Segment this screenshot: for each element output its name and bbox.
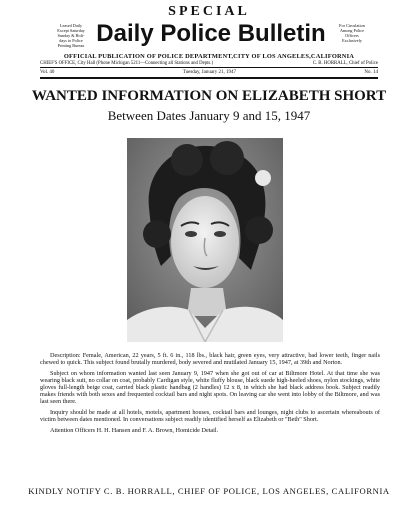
last-seen-paragraph: Subject on whom information wanted last seen January 9, 1947 when she got out of car at Biltmore Hotel. At that time she was wearing black suit, no collar on coat, probably Cardigan style, white fluffy blouse, black suede high-heeled shoes, nylon stockings, white gloves full-length beige coat, carried black plastic handbag (2 handles) 12 x 8, in which she had black address book. Subject readily makes friends with both sexes and frequented cocktail bars and night spots. On leaving car she went into lobby of the Biltmore, and was last seen there. [40,370,380,405]
masthead-left-note [40,23,102,48]
chief-name: C. B. HORRALL, Chief of Police [312,61,378,66]
right-note-line: Exclusively [342,38,362,43]
right-note-line: Among Police [339,28,365,33]
right-note-line: For Circulation [339,23,365,28]
attention-paragraph: Attention Officers H. H. Hansen and F. A. Brown, Homicide Detail. [50,427,219,434]
portrait-photo [127,138,283,342]
masthead-right-note [326,23,378,43]
chief-office-text: CHIEF'S OFFICE, City Hall (Phone Michigan 5211—Connecting all Stations and Depts.) [40,61,214,66]
left-note-line: Except Saturday [57,28,85,33]
description-body [40,352,380,438]
left-note-line: Printing Bureau [57,43,85,48]
inquiry-paragraph: Inquiry should be made at all hotels, motels, apartment houses, cocktail bars and lounges, night clubs to ascertain whereabouts of victim between dates mentioned. In conversations subject readily identified herself as Elizabeth or "Beth" Short. [40,409,380,423]
masthead-bottom-rule [40,77,378,79]
headline: WANTED INFORMATION ON ELIZABETH SHORT [31,88,387,104]
subheadline: Between Dates January 9 and 15, 1947 [107,108,311,123]
bulletin-title: Daily Police Bulletin [96,20,326,47]
special-label: SPECIAL [168,4,250,19]
issue-line [40,70,378,75]
right-note-line: Officers [345,33,359,38]
chief-office-line [40,61,378,66]
masthead-rule [40,67,378,68]
official-publication-line: OFFICIAL PUBLICATION OF POLICE DEPARTMENT,CITY OF LOS ANGELES,CALIFORNIA [63,53,355,60]
issue-number: No. 14 [364,70,378,75]
portrait-illustration [127,138,283,342]
left-note-line: days to Police [59,38,83,43]
description-paragraph: Description: Female, American, 22 years, 5 ft. 6 in., 118 lbs., black hair, green eyes, very attractive, bad lower teeth, finger nails chewed to quick. This subject found brutally murdered, body severed and mutilated January 15, 1947, at 39th and Norton. [40,352,380,366]
left-note-line: Sunday & Holi- [57,33,85,38]
notify-footer: KINDLY NOTIFY C. B. HORRALL, CHIEF OF POLICE, LOS ANGELES, CALIFORNIA [28,486,390,496]
issue-date: Tuesday, January 21, 1947 [182,70,236,75]
volume: Vol. 40 [40,70,55,75]
left-note-line: Leased Daily [59,23,83,28]
